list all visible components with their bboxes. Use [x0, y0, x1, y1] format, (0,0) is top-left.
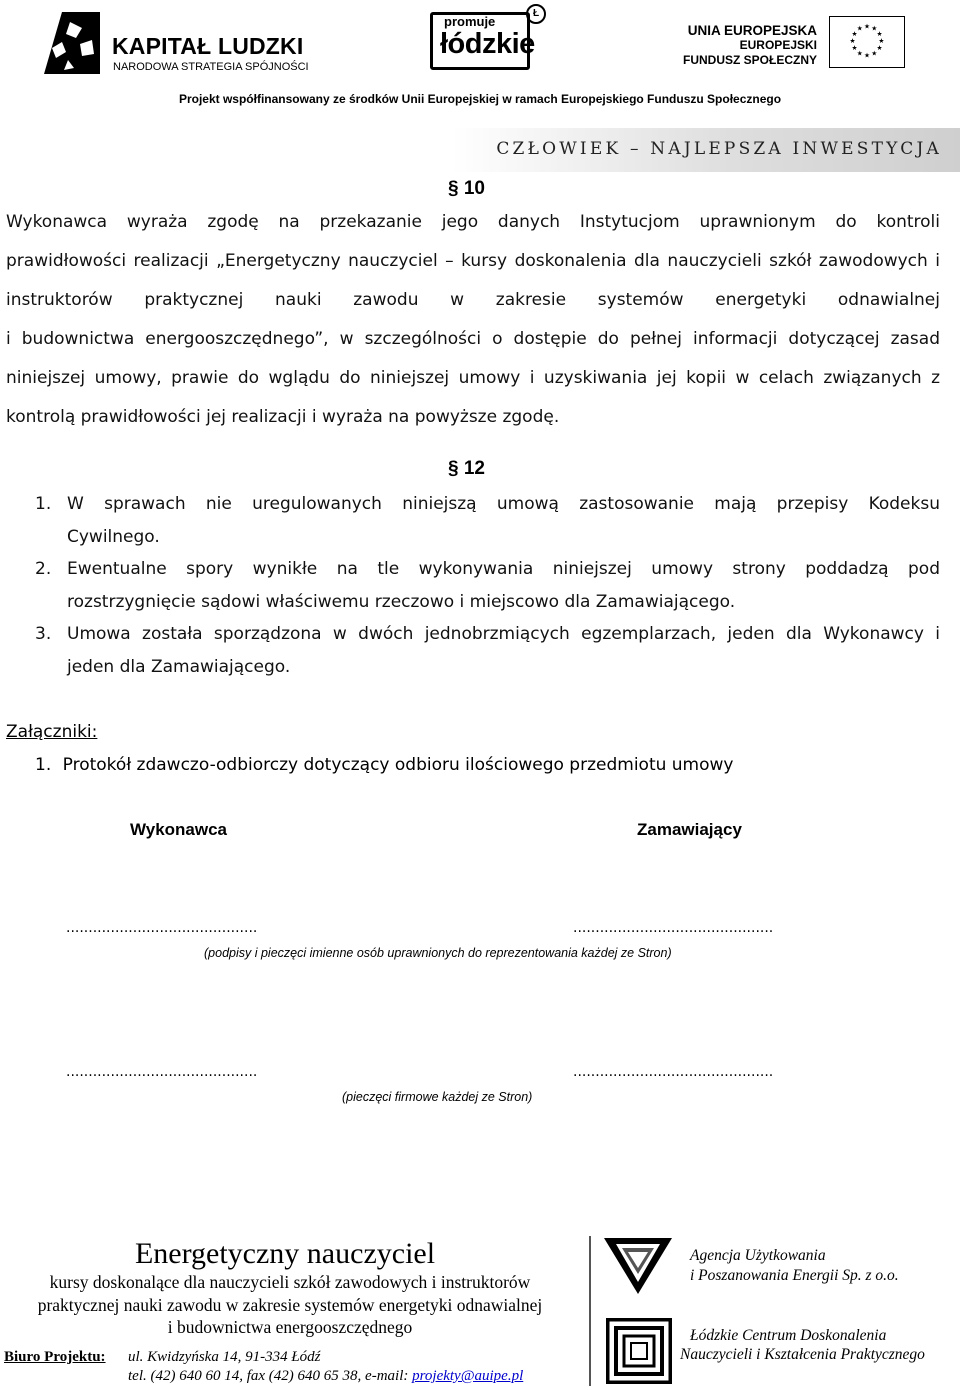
- paragraph-line: kontrolą prawidłowości jej realizacji i wyraża na powyższe zgodę.: [6, 407, 560, 427]
- list-item: [6, 553, 940, 619]
- eu-line2: EUROPEJSKI: [739, 38, 817, 52]
- list-item-line: W sprawach nie uregulowanych niniejszą umową zastosowanie mają przepisy Kodeksu: [67, 494, 940, 514]
- list-item: [6, 488, 940, 554]
- contact-phone-fax: tel. (42) 640 60 14, fax (42) 640 65 38, e-mail:: [128, 1368, 413, 1384]
- svg-text:★: ★: [849, 36, 856, 45]
- svg-text:★: ★: [878, 36, 885, 45]
- slogan-text: CZŁOWIEK – NAJLEPSZA INWESTYCJA: [496, 139, 942, 159]
- project-funding-line: Projekt współfinansowany ze środków Unii Europejskiej w ramach Europejskiego Funduszu Społecznego: [178, 92, 782, 106]
- paragraph-line: niniejszej umowy, prawie do wglądu do niniejszej umowy i uzyskiwania jej kopii w celach związanych z: [6, 368, 940, 388]
- footer-project-line: praktycznej nauki zawodu w zakresie systemów energetyki odnawialnej: [37, 1295, 543, 1315]
- signature-note: (podpisy i pieczęci imienne osób uprawnionych do reprezentowania każdej ze Stron): [204, 946, 672, 960]
- footer-project-title: Energetyczny nauczyciel: [134, 1237, 436, 1270]
- paragraph-line: i budownictwa energooszczędnego”, w szczególności o dostępie do pełnej informacji dotyczącej zasad: [6, 329, 940, 349]
- auipe-logo-icon: [602, 1234, 674, 1296]
- lcdnikp-logo-icon: [606, 1318, 672, 1384]
- signature-line-right: .............................................: [573, 920, 774, 936]
- paragraph-line: prawidłowości realizacji „Energetyczny nauczyciel – kursy doskonalenia dla nauczycieli szkół zawodowych i: [6, 251, 940, 271]
- list-item-text: [67, 618, 940, 684]
- footer-project-line: kursy doskonalące dla nauczycieli szkół zawodowych i instruktorów: [49, 1272, 531, 1292]
- svg-text:★: ★: [851, 29, 858, 38]
- eu-flag-icon: [829, 16, 905, 68]
- attachment-number: 1.: [35, 755, 52, 775]
- list-item-line: rozstrzygnięcie sądowi właściwemu rzeczowo i miejscowo dla Zamawiającego.: [67, 592, 736, 612]
- svg-text:★: ★: [863, 51, 871, 60]
- contact-email-link[interactable]: projekty@auipe.pl: [412, 1368, 524, 1384]
- stamp-note: (pieczęci firmowe każdej ze Stron): [342, 1090, 533, 1104]
- svg-text:★: ★: [856, 24, 863, 33]
- paragraph-line: instruktorów praktycznej nauki zawodu w zakresie systemów energetyki odnawialnej: [6, 290, 940, 310]
- list-item-text: [67, 553, 940, 619]
- project-office-address: ul. Kwidzyńska 14, 91-334 Łódź: [128, 1349, 321, 1365]
- svg-text:★: ★: [871, 24, 878, 33]
- org-lcdnikp-line1: Łódzkie Centrum Doskonalenia: [690, 1327, 887, 1344]
- kapital-ludzki-logo: [40, 8, 310, 78]
- lodzkie-mark-icon: Ł: [526, 4, 546, 24]
- footer-divider: [589, 1236, 591, 1386]
- eu-line3: FUNDUSZ SPOŁECZNY: [682, 53, 817, 67]
- stamp-line-left: ...........................................: [66, 1064, 258, 1080]
- footer-project-line: i budownictwa energooszczędnego: [167, 1317, 413, 1337]
- svg-text:★: ★: [851, 44, 858, 53]
- eu-line1: UNIA EUROPEJSKA: [687, 23, 817, 38]
- eu-text: [683, 23, 817, 68]
- kapital-ludzki-emblem-icon: [40, 8, 106, 78]
- signature-line-left: ...........................................: [66, 920, 258, 936]
- list-item: [6, 618, 940, 684]
- svg-text:★: ★: [871, 49, 878, 58]
- svg-text:★: ★: [863, 22, 871, 31]
- attachment-text: Protokół zdawczo-odbiorczy dotyczący odbioru ilościowego przedmiotu umowy: [62, 755, 734, 775]
- org-lcdnikp-line2: Nauczycieli i Kształcenia Praktycznego: [680, 1346, 925, 1363]
- list-item-line: Umowa została sporządzona w dwóch jednobrzmiących egzemplarzach, jeden dla Wykonawcy i: [67, 624, 940, 644]
- svg-text:★: ★: [856, 49, 863, 58]
- org-auipe-line1: Agencja Użytkowania: [690, 1247, 826, 1264]
- org-auipe-line2: i Poszanowania Energii Sp. z o.o.: [690, 1267, 899, 1284]
- lodzkie-label: łódzkie: [440, 28, 535, 60]
- section-10-paragraph: [6, 203, 940, 437]
- slogan-banner: [452, 128, 960, 172]
- section-10-heading: § 10: [448, 178, 485, 199]
- list-item-line: Ewentualne spory wynikłe na tle wykonywania niniejszej umowy strony poddadzą pod: [67, 559, 940, 579]
- list-item-number: 1.: [35, 494, 52, 514]
- project-office-contact: [128, 1368, 523, 1385]
- list-item-line: Cywilnego.: [67, 527, 160, 547]
- signature-label-client: Zamawiający: [637, 820, 742, 839]
- eu-logo: [682, 16, 905, 72]
- promuje-lodzkie-logo: [430, 4, 542, 74]
- section-12-heading: § 12: [448, 458, 485, 479]
- list-item-number: 2.: [35, 559, 52, 579]
- svg-text:★: ★: [876, 29, 883, 38]
- list-item-line: jeden dla Zamawiającego.: [67, 657, 291, 677]
- attachments-heading: Załączniki:: [6, 722, 98, 742]
- svg-text:★: ★: [876, 44, 883, 53]
- stamp-line-right: .............................................: [573, 1064, 774, 1080]
- kapital-ludzki-title: KAPITAŁ LUDZKI: [112, 33, 304, 59]
- kapital-ludzki-subtitle: NARODOWA STRATEGIA SPÓJNOŚCI: [113, 61, 309, 73]
- attachment-item: [35, 755, 734, 775]
- paragraph-line: Wykonawca wyraża zgodę na przekazanie jego danych Instytucjom uprawnionym do kontroli: [6, 212, 940, 232]
- signature-label-contractor: Wykonawca: [130, 820, 228, 839]
- list-item-number: 3.: [35, 624, 52, 644]
- list-item-text: [67, 488, 940, 554]
- promuje-label: promuje: [444, 14, 496, 29]
- project-office-label: Biuro Projektu:: [4, 1349, 106, 1365]
